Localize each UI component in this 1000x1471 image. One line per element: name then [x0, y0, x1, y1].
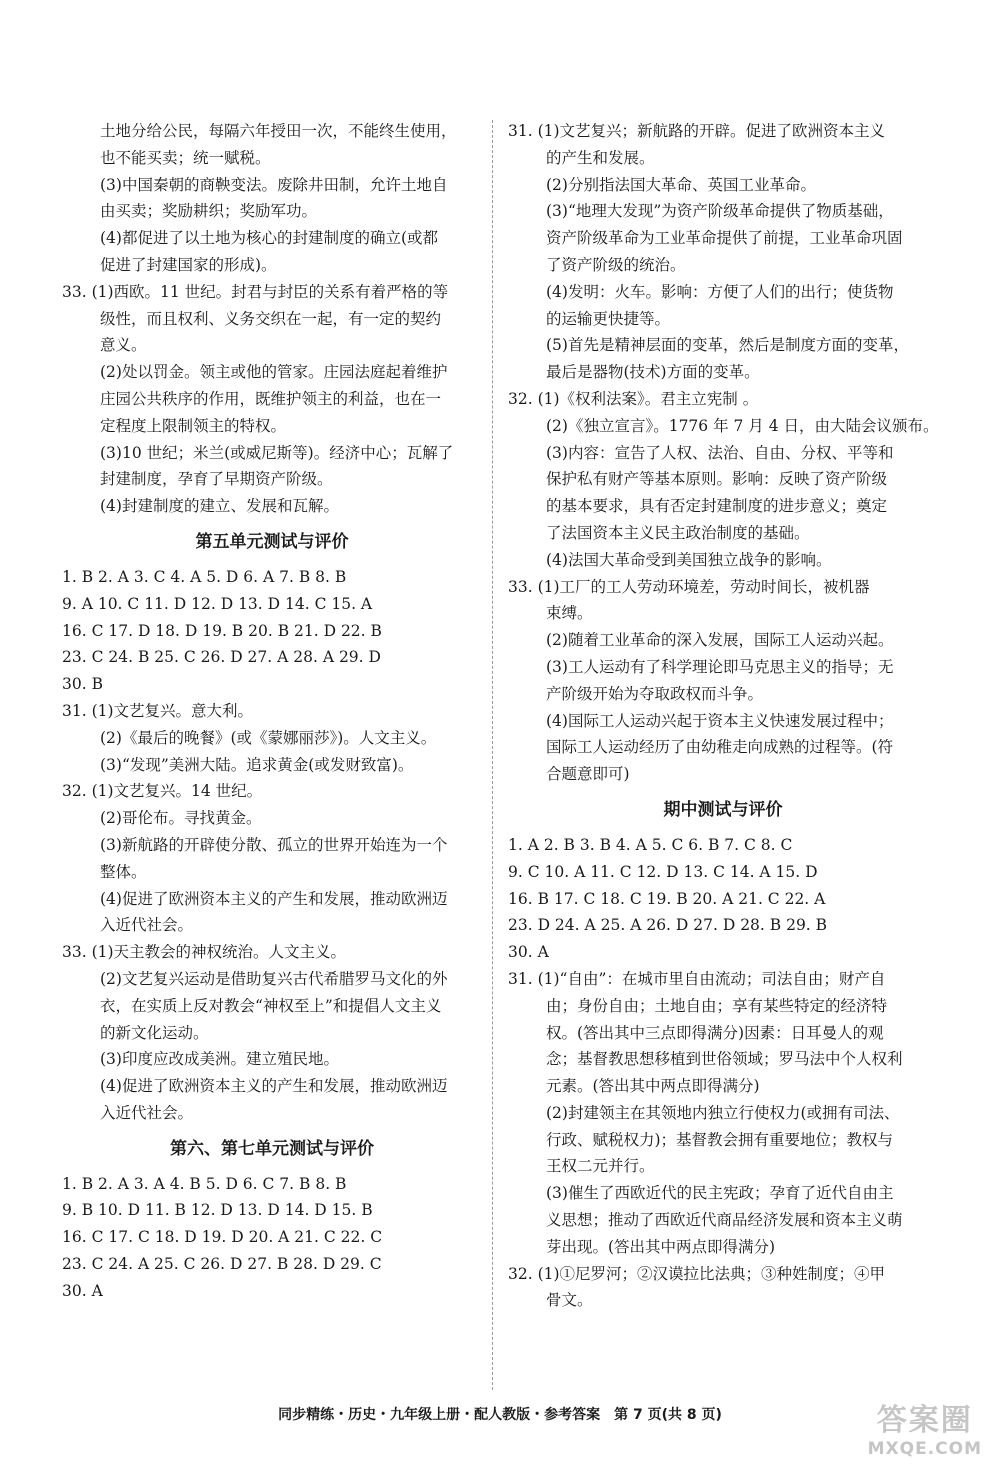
answer-line: 念；基督教思想移植到世俗领域；罗马法中个人权利	[546, 1050, 903, 1069]
answer-line: (2)分别指法国大革命、英国工业革命。	[546, 175, 816, 194]
answer-line: 30. A	[62, 1281, 103, 1300]
answer-line: 义思想；推动了西欧近代商品经济发展和资本主义萌	[546, 1211, 903, 1230]
answer-line: (4)封建制度的建立、发展和瓦解。	[100, 497, 339, 516]
answer-line: 了法国资本主义民主政治制度的基础。	[546, 523, 810, 542]
section-heading: 第五单元测试与评价	[195, 531, 349, 552]
answer-line: (2)《最后的晚餐》(或《蒙娜丽莎》)。人文主义。	[100, 728, 437, 747]
answer-line: (2)《独立宣言》。1776 年 7 月 4 日，由大陆会议颁布。	[546, 416, 939, 435]
answer-line: 骨文。	[546, 1291, 593, 1310]
answer-line: 也不能买卖；统一赋税。	[100, 148, 271, 167]
answer-line: 31. (1)文艺复兴；新航路的开辟。促进了欧洲资本主义	[508, 122, 886, 140]
answer-line: 1. B 2. A 3. C 4. A 5. D 6. A 7. B 8. B	[62, 567, 347, 586]
answer-line: 级性，而且权利、义务交织在一起，有一定的契约	[100, 309, 442, 328]
column-divider	[492, 120, 493, 1390]
answer-line: 的运输更快捷等。	[546, 309, 671, 328]
answer-line: 33. (1)工厂的工人劳动环境差，劳动时间长，被机器	[508, 577, 870, 596]
answer-line: 定程度上限制领主的特权。	[100, 416, 287, 435]
answer-line: 16. C 17. C 18. D 19. D 20. A 21. C 22. C	[62, 1228, 383, 1247]
answer-line: (4)都促进了以土地为核心的封建制度的确立(或都	[100, 229, 439, 248]
answer-line: (3)10 世纪；米兰(或威尼斯等)。经济中心；瓦解了	[100, 443, 454, 462]
answer-line: (2)封建领主在其领地内独立行使权力(或拥有司法、	[546, 1103, 900, 1122]
answer-line: 的产生和发展。	[546, 148, 655, 167]
answer-line: 芽出现。(答出其中两点即得满分)	[546, 1237, 776, 1256]
answer-line: 保护私有财产等基本原则。影响：反映了资产阶级	[546, 470, 888, 489]
answer-line: 32. (1)①尼罗河；②汉谟拉比法典；③种姓制度；④甲	[508, 1264, 886, 1283]
page-footer: 同步精练・历史・九年级上册・配人教版・参考答案 第 7 页(共 8 页)	[278, 1407, 722, 1423]
watermark-logo	[868, 1395, 982, 1459]
answer-line: (4)促进了欧洲资本主义的产生和发展，推动欧洲迈	[100, 889, 448, 908]
answer-line: 16. B 17. C 18. C 19. B 20. A 21. C 22. A	[508, 889, 826, 908]
answer-line: 33. (1)天主教会的神权统治。人文主义。	[62, 943, 347, 962]
answer-line: (2)哥伦布。寻找黄金。	[100, 809, 262, 828]
answer-line: (3)新航路的开辟使分散、孤立的世界开始连为一个	[100, 835, 448, 854]
right-column	[508, 118, 938, 1314]
answer-line: (3)内容：宣告了人权、法治、自由、分权、平等和	[546, 443, 894, 462]
answer-line: 资产阶级革命为工业革命提供了前提，工业革命巩固	[546, 229, 903, 248]
answer-line: (4)法国大革命受到美国独立战争的影响。	[546, 550, 832, 569]
answer-line: 16. C 17. D 18. D 19. B 20. B 21. D 22. B	[62, 621, 382, 640]
answer-line: 30. B	[62, 675, 103, 694]
answer-line: 国际工人运动经历了由幼稚走向成熟的过程等。(符	[546, 738, 894, 757]
answer-line: (2)随着工业革命的深入发展，国际工人运动兴起。	[546, 631, 894, 650]
section-heading: 期中测试与评价	[663, 799, 783, 820]
answer-line: (3)“地理大发现”为资产阶级革命提供了物质基础，	[546, 202, 894, 221]
answer-line: 由买卖；奖励耕织；奖励军功。	[100, 202, 318, 221]
answer-line: 整体。	[100, 862, 147, 881]
answer-line: 31. (1)“自由”：在城市里自由流动；司法自由；财产自	[508, 969, 886, 988]
answer-line: (2)处以罚金。领主或他的管家。庄园法庭起着维护	[100, 363, 448, 382]
answer-line: 合题意即可)	[546, 765, 630, 784]
answer-line: (4)国际工人运动兴起于资本主义快速发展过程中；	[546, 711, 894, 730]
answer-line: (3)“发现”美洲大陆。追求黄金(或发财致富)。	[100, 755, 414, 774]
answer-line: 9. C 10. A 11. C 12. D 13. C 14. A 15. D	[508, 862, 818, 881]
watermark-url: MXQE.COM	[867, 1439, 982, 1459]
answer-line: 权。(答出其中三点即得满分)因素：日耳曼人的观	[546, 1023, 884, 1042]
answer-line: 1. A 2. B 3. B 4. A 5. C 6. B 7. C 8. C	[508, 835, 793, 854]
answer-line: 庄园公共秩序的作用，既维护领主的利益，也在一	[100, 389, 442, 408]
answer-line: 23. C 24. A 25. C 26. D 27. B 28. D 29. C	[62, 1255, 382, 1274]
answer-line: 产阶级开始为夺取政权而斗争。	[546, 684, 764, 703]
answer-line: 衣，在实质上反对教会“神权至上”和提倡人文主义	[100, 996, 442, 1015]
answer-line: 9. A 10. C 11. D 12. D 13. D 14. C 15. A	[62, 594, 373, 613]
answer-line: 最后是器物(技术)方面的变革。	[546, 363, 760, 382]
answer-line: 束缚。	[546, 604, 593, 623]
left-column	[62, 118, 482, 1305]
answer-line: 入近代社会。	[100, 916, 194, 935]
answer-line: 了资产阶级的统治。	[546, 255, 686, 274]
section-heading: 第六、第七单元测试与评价	[170, 1138, 374, 1159]
answer-line: 王权二元并行。	[546, 1157, 655, 1176]
answer-line: 23. C 24. B 25. C 26. D 27. A 28. A 29. D	[62, 648, 381, 667]
answer-line: 意义。	[100, 336, 147, 355]
answer-line: 入近代社会。	[100, 1103, 194, 1122]
answer-line: (3)工人运动有了科学理论即马克思主义的指导；无	[546, 657, 894, 676]
answer-line: 23. D 24. A 25. A 26. D 27. D 28. B 29. B	[508, 916, 828, 935]
answer-line: (5)首先是精神层面的变革，然后是制度方面的变革，	[546, 336, 909, 355]
answer-line: 土地分给公民，每隔六年授田一次，不能终生使用，	[100, 122, 457, 140]
answer-line: 32. (1)文艺复兴。14 世纪。	[62, 782, 263, 801]
answer-line: 行政、赋税权力)；基督教会拥有重要地位；教权与	[546, 1130, 894, 1149]
answer-line: (4)促进了欧洲资本主义的产生和发展，推动欧洲迈	[100, 1077, 448, 1096]
answer-line: 的基本要求，具有否定封建制度的进步意义；奠定	[546, 497, 888, 516]
answer-line: 30. A	[508, 943, 549, 962]
answer-line: 元素。(答出其中两点即得满分)	[546, 1077, 760, 1096]
answer-line: (3)中国秦朝的商鞅变法。废除井田制，允许土地自	[100, 175, 448, 194]
answer-line: 促进了封建国家的形成)。	[100, 255, 277, 274]
answer-line: 31. (1)文艺复兴。意大利。	[62, 701, 254, 720]
answer-line: 9. B 10. D 11. B 12. D 13. D 14. D 15. B	[62, 1201, 373, 1220]
answer-line: 封建制度，孕育了早期资产阶级。	[100, 470, 333, 489]
watermark-text: 答案圈	[876, 1403, 973, 1438]
answer-line: 33. (1)西欧。11 世纪。封君与封臣的关系有着严格的等	[62, 282, 449, 301]
answer-line: 1. B 2. A 3. A 4. B 5. D 6. C 7. B 8. B	[62, 1174, 347, 1193]
answer-line: (3)催生了西欧近代的民主宪政；孕育了近代自由主	[546, 1184, 894, 1203]
answer-line: 由；身份自由；土地自由；享有某些特定的经济特	[546, 996, 888, 1015]
answer-line: 的新文化运动。	[100, 1023, 209, 1042]
answer-line: (2)文艺复兴运动是借助复兴古代希腊罗马文化的外	[100, 969, 448, 988]
answer-line: (3)印度应改成美洲。建立殖民地。	[100, 1050, 339, 1069]
answer-line: (4)发明：火车。影响：方便了人们的出行；使货物	[546, 282, 894, 301]
answer-line: 32. (1)《权利法案》。君主立宪制 。	[508, 389, 759, 408]
